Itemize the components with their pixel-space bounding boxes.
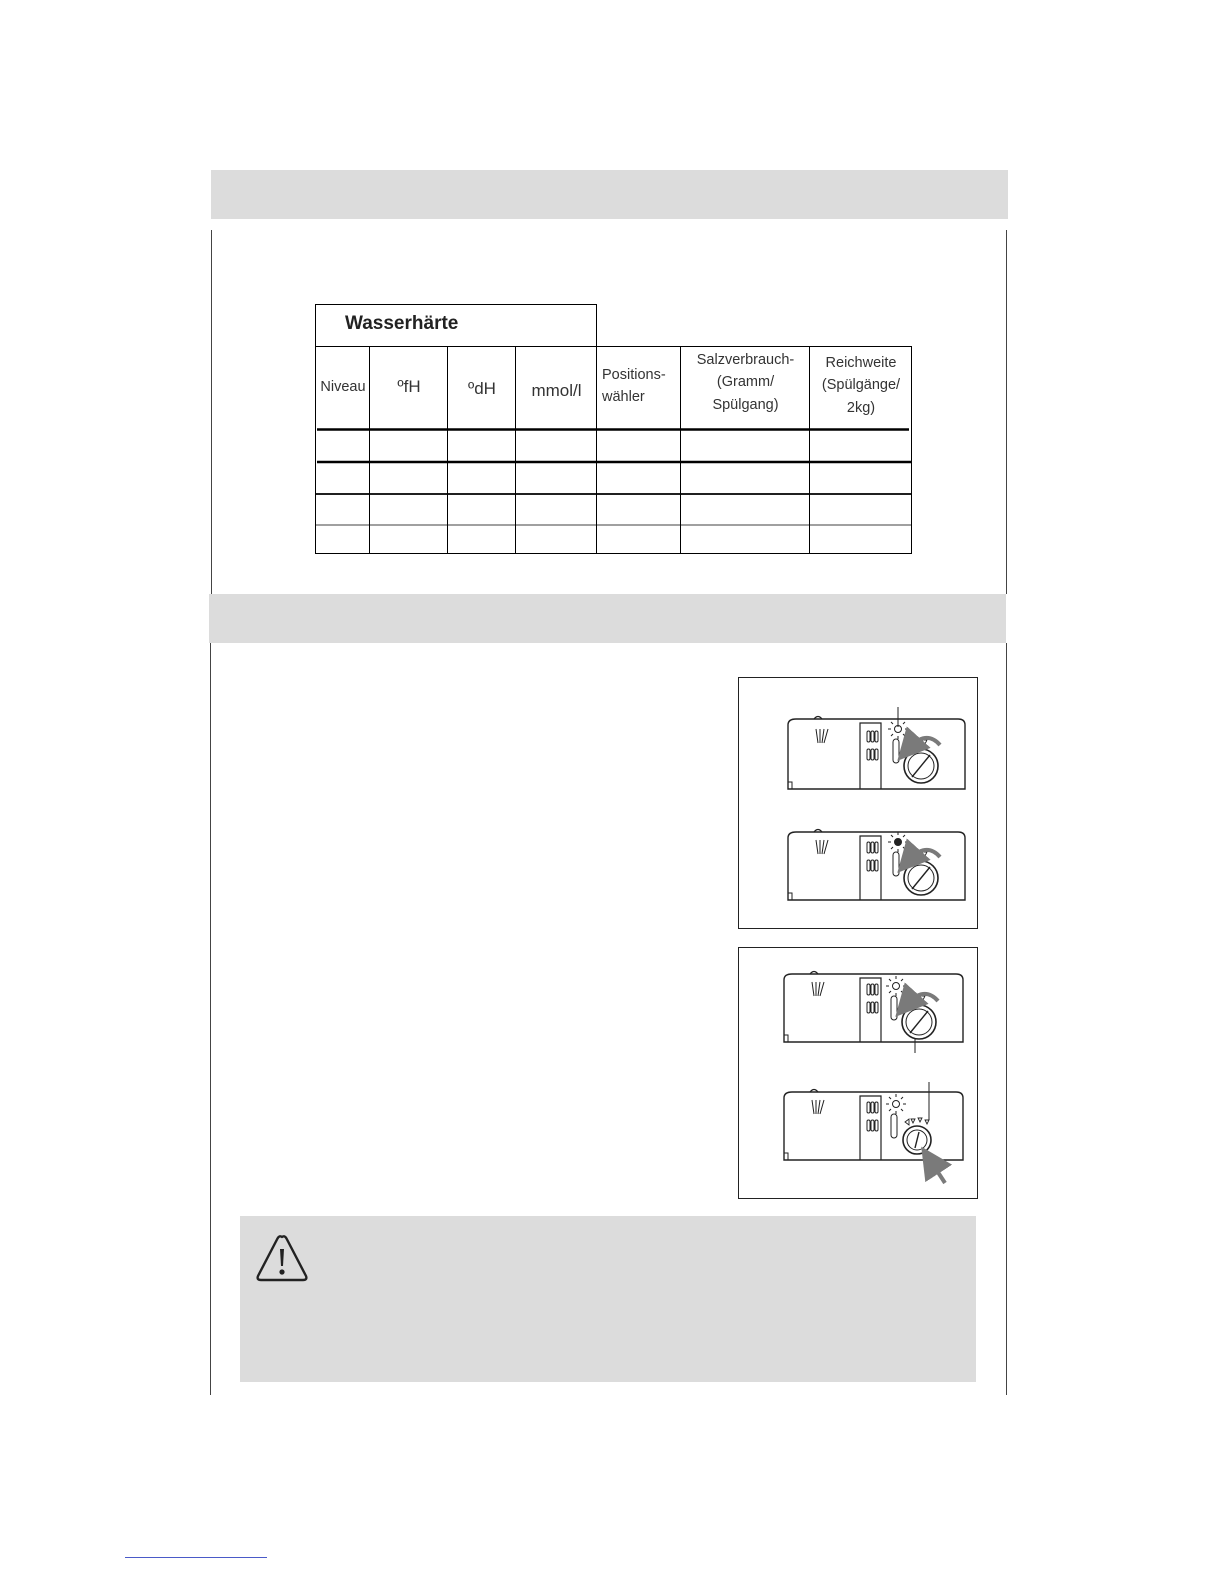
- dispenser-unit-c: [784, 972, 963, 1054]
- dispenser-unit-a: [788, 707, 965, 789]
- water-hardness-table: [315, 304, 912, 554]
- figure-box-dial-bottom: [738, 947, 978, 1199]
- column-header-dh: ºdH: [468, 379, 496, 398]
- column-header-niveau: Niveau: [320, 379, 366, 395]
- column-header-reichweite: Reichweite (Spülgänge/ 2kg): [821, 355, 901, 416]
- salt-dispenser-illustration-set-2: [739, 948, 977, 1198]
- table-grid: [315, 304, 912, 554]
- warning-notice-band: [240, 1216, 976, 1382]
- page-rule-right-2: [1006, 643, 1007, 1395]
- column-header-mmol: mmol/l: [531, 381, 582, 400]
- column-header-salzverbrauch: Salzverbrauch- (Gramm/ Spülgang): [696, 352, 795, 413]
- table-group-header: Wasserhärte: [345, 313, 459, 334]
- page-rule-left-2: [210, 643, 211, 1395]
- section-header-band-1: [211, 170, 1008, 219]
- footer-link-underline: [125, 1557, 267, 1558]
- salt-dispenser-illustration-set-1: [739, 678, 977, 928]
- column-header-fh: ºfH: [397, 377, 421, 396]
- section-header-band-2: [209, 594, 1006, 643]
- dispenser-unit-b: [788, 830, 965, 901]
- figure-box-dial-top: [738, 677, 978, 929]
- dispenser-unit-d: [784, 1082, 963, 1183]
- page-rule-right-1: [1006, 230, 1007, 594]
- column-header-positionswaehler: Positions- wähler: [602, 367, 666, 406]
- warning-triangle-icon: [255, 1234, 309, 1284]
- page-rule-left-1: [211, 230, 212, 594]
